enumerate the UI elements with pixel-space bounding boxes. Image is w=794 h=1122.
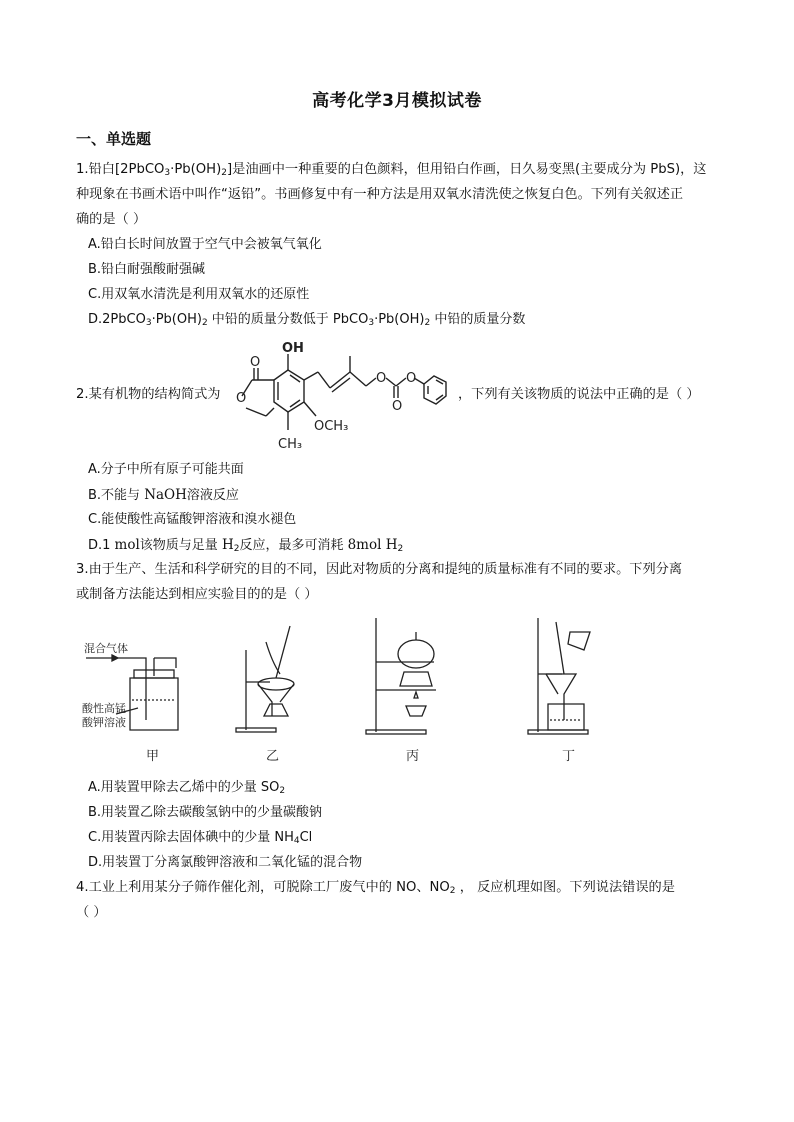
q2-option-d: D.1 mol该物质与足量 $H_2$反应，最多可消耗 8mol $H_2$	[88, 537, 404, 554]
q1-option-c: C.用双氧水清洗是利用双氧水的还原性	[88, 287, 310, 302]
q1-option-b: B.铅白耐强酸耐强碱	[88, 262, 206, 277]
ring-oxygen-label: O	[236, 391, 247, 406]
q2-option-c: C.能使酸性高锰酸钾溶液和溴水褪色	[88, 512, 297, 527]
structural-formula-diagram	[232, 338, 456, 458]
q1-stem-line3: 确的是（ ）	[76, 212, 147, 227]
label-mixed-gas: 混合气体	[84, 642, 128, 655]
ester-oxygen-1: O	[376, 371, 387, 386]
q2-option-b: B.不能与 NaOH溶液反应	[88, 487, 239, 503]
q1-stem-line2: 种现象在书画术语中叫作“返铅”。书画修复中有一种方法是用双氧水清洗使之恢复白色。下列有关叙述正	[76, 187, 684, 202]
section-heading: 一、单选题	[76, 130, 152, 148]
q3-stem-line2: 或制备方法能达到相应实验目的的是（ ）	[76, 587, 318, 602]
q2-stem-suffix: ，下列有关该物质的说法中正确的是（ ）	[458, 387, 700, 402]
q3-option-c: C.用装置丙除去固体碘中的少量 $NH_4Cl$	[88, 830, 313, 846]
label-solution-line2: 酸钾溶液	[82, 716, 126, 729]
q3-stem-line1: 3.由于生产、生活和科学研究的目的不同，因此对物质的分离和提纯的质量标准有不同的要求。下列分离	[76, 562, 683, 577]
methyl-label: CH₃	[278, 437, 303, 452]
apparatus-diagram	[76, 612, 616, 772]
caption-ding: 丁	[562, 749, 576, 764]
carbonate-oxygen: O	[392, 399, 403, 414]
methoxy-label: OCH₃	[314, 419, 349, 434]
caption-jia: 甲	[146, 749, 160, 764]
q3-option-a: A.用装置甲除去乙烯中的少量 $SO_2$	[88, 780, 286, 796]
q2-option-a: A.分子中所有原子可能共面	[88, 462, 244, 477]
q4-stem-line2: （ ）	[76, 905, 107, 920]
carbonyl-oxygen-label: O	[250, 355, 261, 370]
q2-stem-prefix: 2.某有机物的结构简式为	[76, 387, 221, 402]
caption-yi: 乙	[266, 749, 280, 764]
caption-bing: 丙	[406, 749, 420, 764]
label-solution-line1: 酸性高锰	[82, 702, 126, 715]
hydroxyl-label: OH	[282, 341, 304, 356]
q1-stem-line1: 1.铅白$[2PbCO_3\cdot Pb(OH)_2]$是油画中一种重要的白色颜料，但用铅白作画，日久易变黑(主要成分为 PbS)，这	[76, 162, 707, 178]
q3-option-d: D.用装置丁分离氯酸钾溶液和二氧化锰的混合物	[88, 855, 363, 870]
q4-stem-line1: 4.工业上利用某分子筛作催化剂，可脱除工厂废气中的 NO、$NO_2$ ， 反应机理如图。下列说法错误的是	[76, 880, 675, 896]
q1-option-d: $D.2PbCO_3\cdot Pb(OH)_2$ 中铅的质量分数低于 $PbCO_3\cdot Pb(OH)_2$ 中铅的质量分数	[88, 312, 526, 328]
page-title: 高考化学3月模拟试卷	[312, 91, 482, 111]
q1-option-a: A.铅白长时间放置于空气中会被氧气氧化	[88, 237, 322, 252]
q3-option-b: B.用装置乙除去碳酸氢钠中的少量碳酸钠	[88, 805, 323, 820]
ester-oxygen-2: O	[406, 371, 417, 386]
